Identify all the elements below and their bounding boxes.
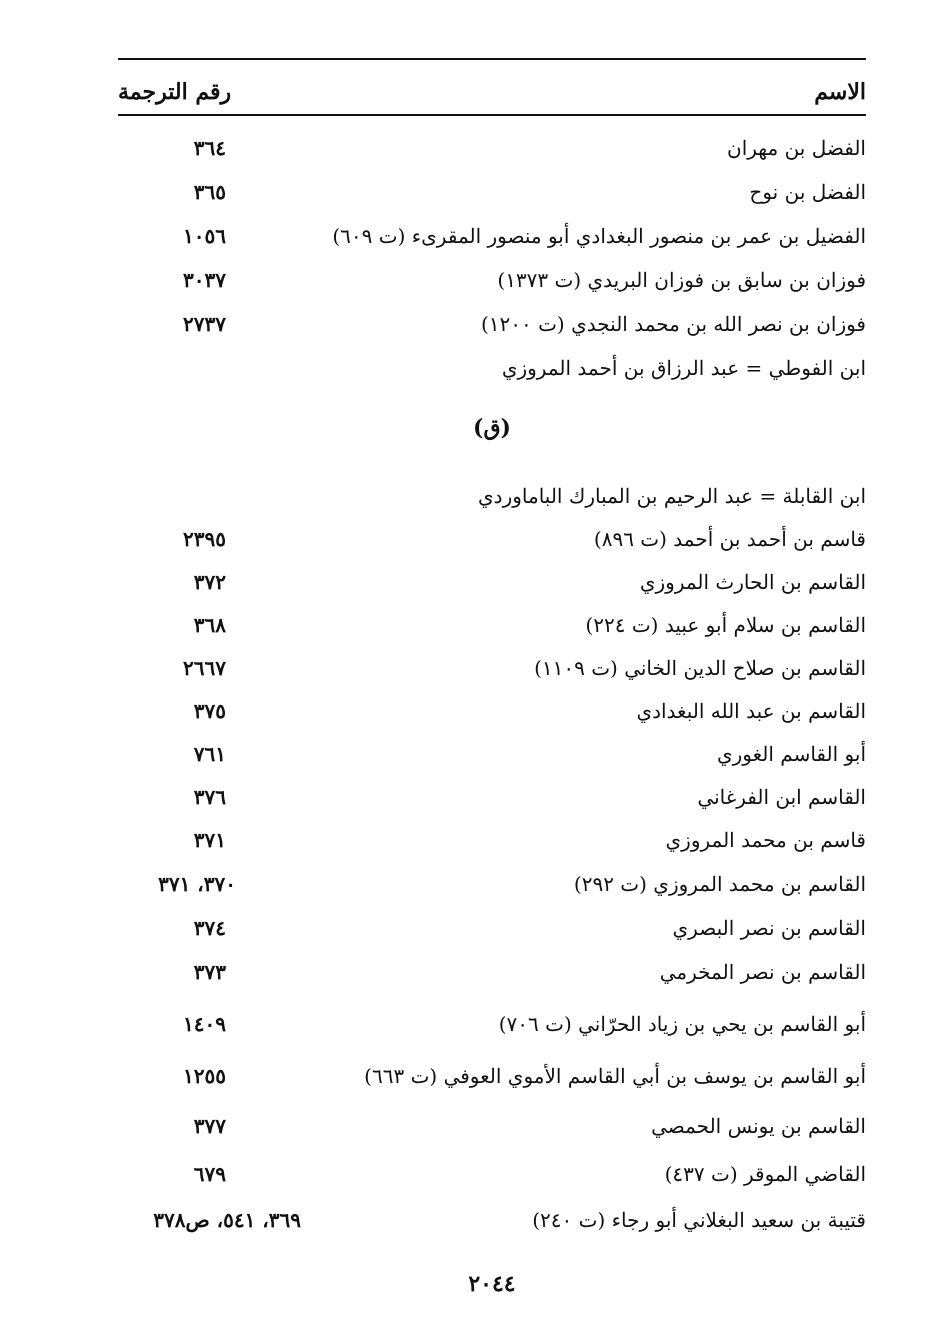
entry-number: ٣٦٥ bbox=[193, 180, 226, 204]
entry-number: ٢٣٩٥ bbox=[183, 527, 226, 551]
index-entry bbox=[118, 952, 866, 992]
entry-number: ٣٧٢ bbox=[193, 570, 226, 594]
entry-number: ١٤٠٩ bbox=[183, 1012, 226, 1036]
index-entry bbox=[118, 128, 866, 168]
index-entry bbox=[118, 691, 866, 731]
entry-name: أبو القاسم بن يحي بن زياد الحرّاني (ت ٧٠٦) bbox=[498, 1012, 866, 1036]
entry-number: ٣٦٩، ٥٤١، ص٣٧٨ bbox=[153, 1208, 301, 1232]
entry-number: ٧٦١ bbox=[193, 742, 226, 766]
entry-number: ٣٧٦ bbox=[193, 785, 226, 809]
entry-name: القاسم بن صلاح الدين الخاني (ت ١١٠٩) bbox=[534, 656, 866, 680]
index-entry bbox=[118, 1056, 866, 1096]
entry-name: القاسم ابن الفرغاني bbox=[697, 785, 866, 809]
index-entry bbox=[118, 1200, 866, 1240]
entry-number: ٣٠٣٧ bbox=[183, 268, 226, 292]
entry-number: ٣٧٤ bbox=[193, 916, 226, 940]
name-column-header: الاسم bbox=[814, 79, 866, 105]
entry-name: فوزان بن نصر الله بن محمد النجدي (ت ١٢٠٠) bbox=[480, 312, 866, 336]
entry-name: قتيبة بن سعيد البغلاني أبو رجاء (ت ٢٤٠) bbox=[532, 1208, 866, 1232]
page-number: ٢٠٤٤ bbox=[468, 1271, 516, 1297]
index-entry bbox=[118, 260, 866, 300]
index-entry bbox=[118, 562, 866, 602]
entry-number: ١٠٥٦ bbox=[183, 224, 226, 248]
entry-number: ٣٧٣ bbox=[193, 960, 226, 984]
index-entry bbox=[118, 519, 866, 559]
entry-number: ١٢٥٥ bbox=[183, 1064, 226, 1088]
entry-number: ٣٧٥ bbox=[193, 699, 226, 723]
index-entry bbox=[118, 864, 866, 904]
entry-name: القاضي الموقر (ت ٤٣٧) bbox=[664, 1162, 866, 1186]
entry-name: القاسم بن عبد الله البغدادي bbox=[636, 699, 866, 723]
entry-number: ٣٦٤ bbox=[193, 136, 226, 160]
entry-name: قاسم بن محمد المروزي bbox=[665, 828, 866, 852]
top-rule bbox=[118, 58, 866, 60]
entry-name: الفضل بن نوح bbox=[749, 180, 866, 204]
entry-name: فوزان بن سابق بن فوزان البريدي (ت ١٣٧٣) bbox=[497, 268, 866, 292]
entry-number: ٦٧٩ bbox=[193, 1162, 226, 1186]
index-entry bbox=[118, 172, 866, 212]
index-entry bbox=[118, 1004, 866, 1044]
section-title: (ق) bbox=[473, 415, 511, 441]
entry-name: أبو القاسم بن يوسف بن أبي القاسم الأموي العوفي (ت ٦٦٣) bbox=[364, 1064, 866, 1088]
index-entry bbox=[118, 908, 866, 948]
entry-name: القاسم بن يونس الحمصي bbox=[651, 1114, 866, 1138]
index-entry bbox=[118, 1154, 866, 1194]
entry-name: القاسم بن الحارث المروزي bbox=[639, 570, 866, 594]
index-entry bbox=[118, 777, 866, 817]
entry-name: الفضل بن مهران bbox=[727, 136, 866, 160]
entry-number: ٣٧١ bbox=[193, 828, 226, 852]
entry-number: ٣٧٧ bbox=[193, 1114, 226, 1138]
entry-number: ٣٦٨ bbox=[193, 613, 226, 637]
entry-name: ابن الفوطي = عبد الرزاق بن أحمد المروزي bbox=[501, 356, 866, 380]
entry-name: القاسم بن نصر المخرمي bbox=[659, 960, 866, 984]
entry-number: ٢٦٦٧ bbox=[183, 656, 226, 680]
index-entry bbox=[118, 216, 866, 256]
index-entry bbox=[118, 648, 866, 688]
index-entry bbox=[118, 476, 866, 516]
entry-number: ٣٧٠، ٣٧١ bbox=[158, 872, 236, 896]
index-entry bbox=[118, 304, 866, 344]
index-entry bbox=[118, 348, 866, 388]
entry-name: ابن القابلة = عبد الرحيم بن المبارك الباماوردي bbox=[478, 484, 866, 508]
entry-name: القاسم بن محمد المروزي (ت ٢٩٢) bbox=[573, 872, 866, 896]
index-entry bbox=[118, 820, 866, 860]
number-column-header: رقم الترجمة bbox=[118, 79, 232, 105]
entry-name: القاسم بن سلام أبو عبيد (ت ٢٢٤) bbox=[585, 613, 866, 637]
index-entry bbox=[118, 605, 866, 645]
header-rule bbox=[118, 114, 866, 116]
table-header bbox=[118, 72, 866, 112]
entry-name: القاسم بن نصر البصري bbox=[672, 916, 866, 940]
entry-number: ٢٧٣٧ bbox=[183, 312, 226, 336]
entry-name: قاسم بن أحمد بن أحمد (ت ٨٩٦) bbox=[593, 527, 866, 551]
index-entry bbox=[118, 1106, 866, 1146]
entry-name: الفضيل بن عمر بن منصور البغدادي أبو منصور المقرىء (ت ٦٠٩) bbox=[332, 224, 866, 248]
index-entry bbox=[118, 734, 866, 774]
entry-name: أبو القاسم الغوري bbox=[716, 742, 866, 766]
